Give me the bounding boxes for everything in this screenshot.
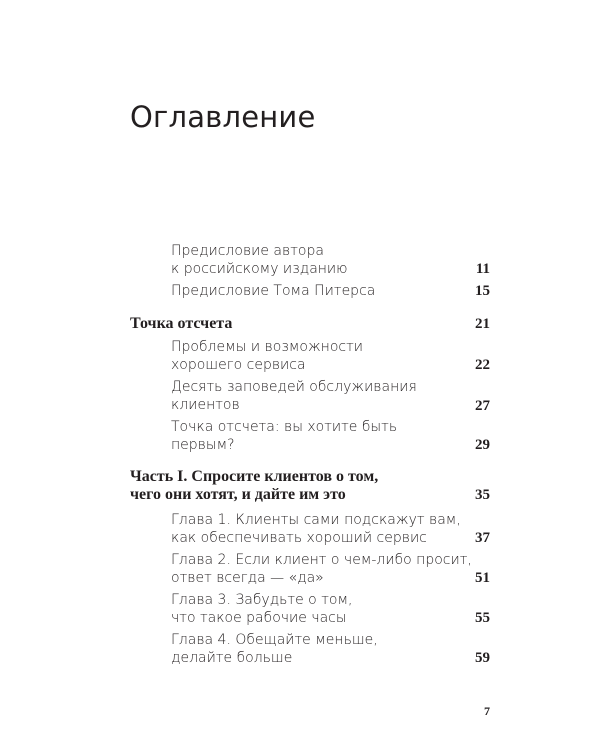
toc-entry-line: Глава 4. Обещайте меньше, — [171, 632, 378, 648]
toc-entry-line: клиентов — [171, 397, 240, 413]
toc-page-number: 37 — [475, 530, 490, 546]
toc-entry-line: что такое рабочие часы — [171, 610, 347, 626]
toc-entry-line: как обеспечивать хороший сервис — [171, 530, 427, 546]
toc-entry-line: Проблемы и возможности — [171, 339, 364, 355]
toc-entry-line: Глава 1. Клиенты сами подскажут вам, — [171, 512, 461, 528]
page-title: Оглавление — [130, 100, 316, 134]
toc-entry-line: Глава 3. Забудьте о том, — [171, 592, 353, 608]
toc-page-number: 55 — [475, 610, 490, 626]
toc-entry-line: ответ всегда — «да» — [171, 570, 324, 586]
toc-entry-line: Глава 2. Если клиент о чем-либо просит, — [171, 552, 472, 568]
toc-entry-line: Предисловие автора — [171, 243, 324, 259]
toc-section-text — [130, 468, 378, 504]
toc-section-line: Точка отсчета — [130, 315, 233, 332]
toc-entry-line: Предисловие Тома Питерса — [171, 283, 376, 299]
toc-page-number: 29 — [475, 437, 490, 453]
toc-page-number: 51 — [475, 570, 490, 586]
toc-entry-line: к российскому изданию — [171, 261, 348, 277]
toc-entry-text — [171, 378, 417, 414]
toc-entry-line: Точка отсчета: вы хотите быть — [171, 419, 398, 435]
toc-entry-line: хорошего сервиса — [171, 357, 306, 373]
toc-entry-text — [171, 418, 397, 454]
toc-section-line: Часть I. Спросите клиентов о том, — [130, 468, 379, 485]
toc-entry-text — [171, 591, 352, 627]
toc-page-number: 27 — [475, 398, 490, 414]
toc-entry-text — [171, 631, 378, 667]
toc-page-number: 15 — [475, 283, 490, 299]
toc-page-number: 11 — [475, 261, 490, 277]
toc-entry-text — [171, 551, 472, 587]
toc-entry-text — [171, 511, 461, 547]
footer-page-number: 7 — [484, 704, 490, 718]
toc-entry-line: Десять заповедей обслуживания — [171, 379, 417, 395]
toc-section-line: чего они хотят, и дайте им это — [130, 486, 346, 503]
toc-page-number: 35 — [475, 487, 490, 503]
toc-page-number: 22 — [475, 357, 490, 373]
toc-section-text — [130, 315, 232, 333]
toc-page-number: 59 — [475, 650, 490, 666]
toc-entry-text — [171, 282, 375, 300]
toc-page-number: 21 — [475, 316, 490, 332]
toc-entry-text — [171, 338, 363, 374]
toc-entry-line: первым? — [171, 437, 235, 453]
toc-entry-line: делайте больше — [171, 650, 293, 666]
toc-entry-text — [171, 242, 348, 278]
